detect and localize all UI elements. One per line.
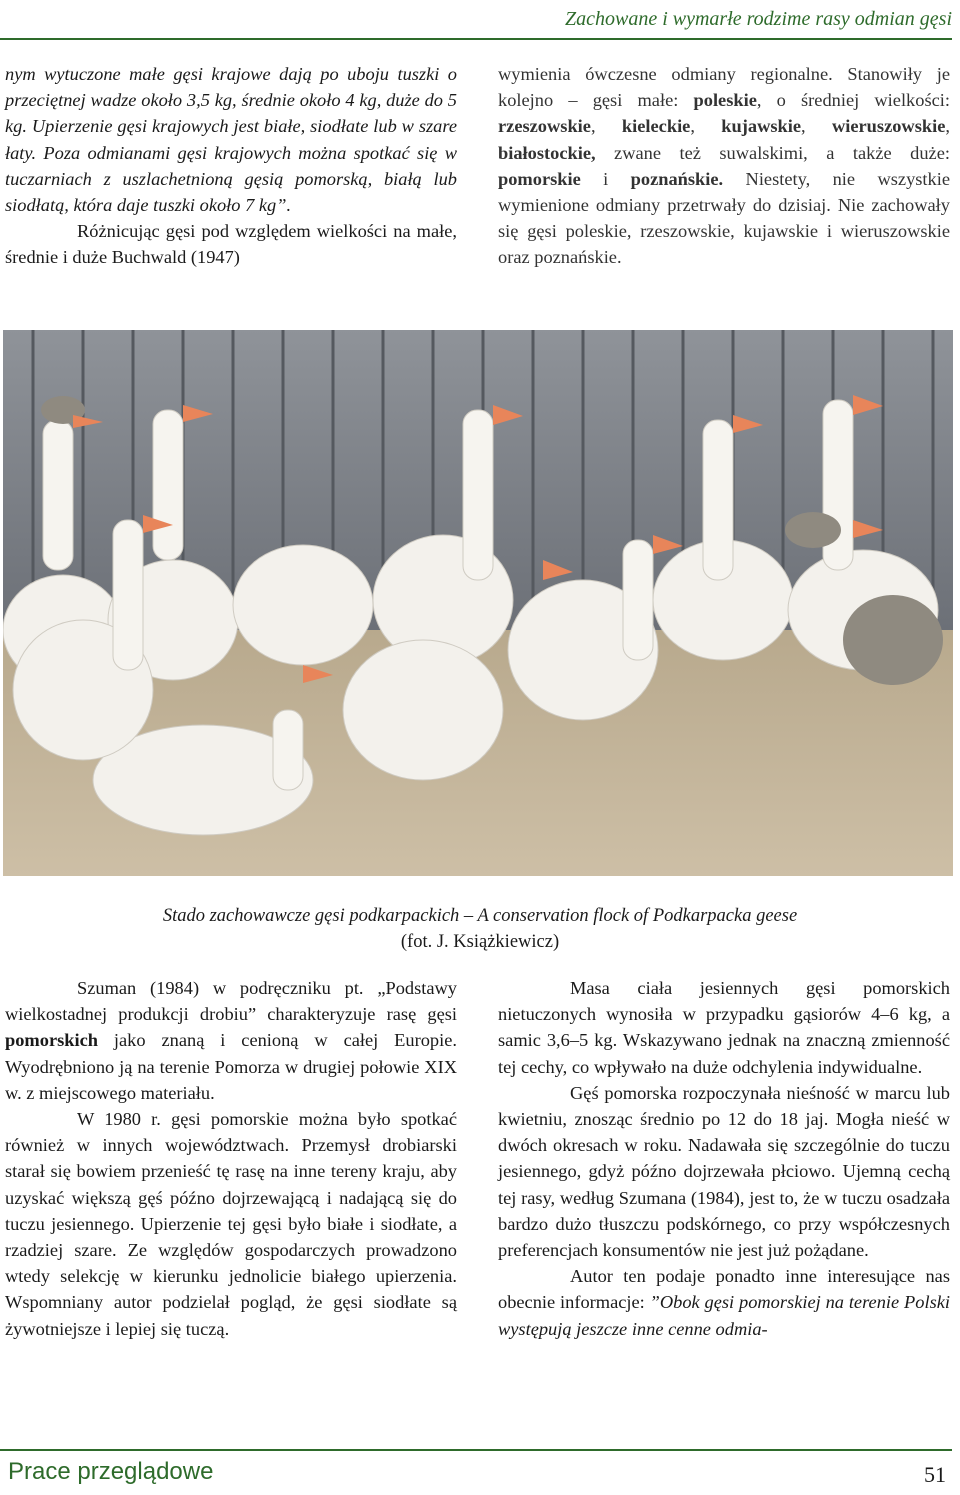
bottom-right-column (498, 975, 950, 1342)
caption-text: Stado zachowawcze gęsi podkarpackich – A conservation flock of Podkarpacka geese (162, 906, 798, 926)
top-left-italic-paragraph: nym wytuczone małe gęsi krajowe dają po uboju tuszki o przeciętnej wadze około 3,5 kg, średnie około 4 kg, duże do 5 kg. Upierzenie gęsi krajowych jest białe, siodłate lub w szare łaty. Poza odmianami gęsi krajowych można spotkać się w tuczarniach z uszlachetnioną gęsią pomorską, białą lub siodłatą, która daje tuszki około 7 kg”. (5, 64, 457, 216)
breed-poleskie: poleskie (693, 90, 757, 111)
breed-poznanskie: poznańskie. (630, 168, 724, 189)
figure-caption (0, 903, 960, 955)
breed-wieruszowskie: wieruszowskie (831, 116, 946, 137)
breed-pomorskich: pomorskich (5, 1030, 98, 1051)
top-left-paragraph: Różnicując gęsi pod względem wielkości na małe, średnie i duże Buchwald (1947) (5, 221, 457, 268)
bottom-left-paragraph-2: W 1980 r. gęsi pomorskie można było spotkać również w innych województwach. Przemysł drobiarski starał się bowiem przenieść tę rasę na inne tereny kraju, aby uzyskać większą gęś późno dojrzewającą i nadającą się do tuczu jesiennego. Upierzenie tej gęsi było białe i siodłate, a rzadziej szare. Ze względów gospodarczych prowadzono wtedy selekcję w kierunku jednolicie białego upierzenia. Wspomniany autor podzielał pogląd, że gęsi siodłate są żywotniejsze i lepiej się tuczą. (5, 1109, 457, 1339)
running-header: Zachowane i wymarłe rodzime rasy odmian gęsi (564, 8, 952, 30)
breed-kujawskie: kujawskie (721, 116, 802, 137)
bottom-right-paragraph-1: Masa ciała jesiennych gęsi pomorskich nietuczonych wynosiła w przypadku gąsiorów 4–6 kg, a samic 3,6–5 kg. Wskazywano jednak na znaczną zmienność tej cechy, co wpływało na duże odchylenia indywidualne. (498, 978, 950, 1077)
geese-flock-photo (3, 330, 953, 876)
page-number: 51 (924, 1462, 946, 1487)
footer-divider (0, 1449, 952, 1451)
section-label: Prace przeglądowe (8, 1458, 214, 1485)
breed-rzeszowskie: rzeszowskie (498, 116, 591, 137)
bottom-left-column (5, 975, 457, 1342)
header-divider (0, 38, 952, 40)
bottom-right-paragraph-2: Gęś pomorska rozpoczynała nieśność w marcu lub kwietniu, znosząc średnio po 12 do 18 jaj. Mogła nieść w dwóch okresach w roku. Nadawała się szczególnie do tuczu jesiennego, gdyż późno dojrzewała płciowo. Ujemną cechą tej rasy, według Szumana (1984), jest to, że w tuczu osadzała bardzo dużo tłuszczu podskórnego, co przy współczesnych preferencjach konsumentów nie jest już pożądane. (498, 1082, 950, 1261)
bottom-right-paragraph-3: Autor ten podaje ponadto inne interesujące nas obecnie informacje: ”Obok gęsi pomorskiej na terenie Polski występują jeszcze inne cenne odmia- (498, 1266, 951, 1339)
breed-kieleckie: kieleckie (621, 116, 691, 137)
quote-italic: ”Obok gęsi pomorskiej na terenie Polski występują jeszcze inne cenne odmia- (498, 1292, 951, 1339)
photo-credit: (fot. J. Książkiewicz) (400, 932, 560, 952)
bottom-left-paragraph-1: Szuman (1984) w podręczniku pt. „Podstawy wielkostadnej produkcji drobiu” charakteryzuje rasę gęsi pomorskich jako znaną i cenioną w całej Europie. Wyodrębniono ją na terenie Pomorza w drugiej połowie XIX w. z miejscowego materiału. (5, 978, 457, 1103)
breed-bialostockie: białostockie, (498, 142, 596, 163)
top-left-column (5, 61, 457, 271)
breed-pomorskie: pomorskie (498, 168, 581, 189)
top-right-column (498, 61, 950, 271)
top-right-paragraph: wymienia ówczesne odmiany regionalne. Stanowiły je kolejno – gęsi małe: poleskie, o średniej wielkości: rzeszowskie, kieleckie, kujawskie, wieruszowskie, białostockie, zwane też suwalskimi, a także duże: pomorskie i poznańskie. Niestety, nie wszystkie wymienione odmiany przetrwały do dzisiaj. Nie zachowały się gęsi poleskie, rzeszowskie, kujawskie i wieruszowskie oraz poznańskie. (498, 64, 950, 268)
